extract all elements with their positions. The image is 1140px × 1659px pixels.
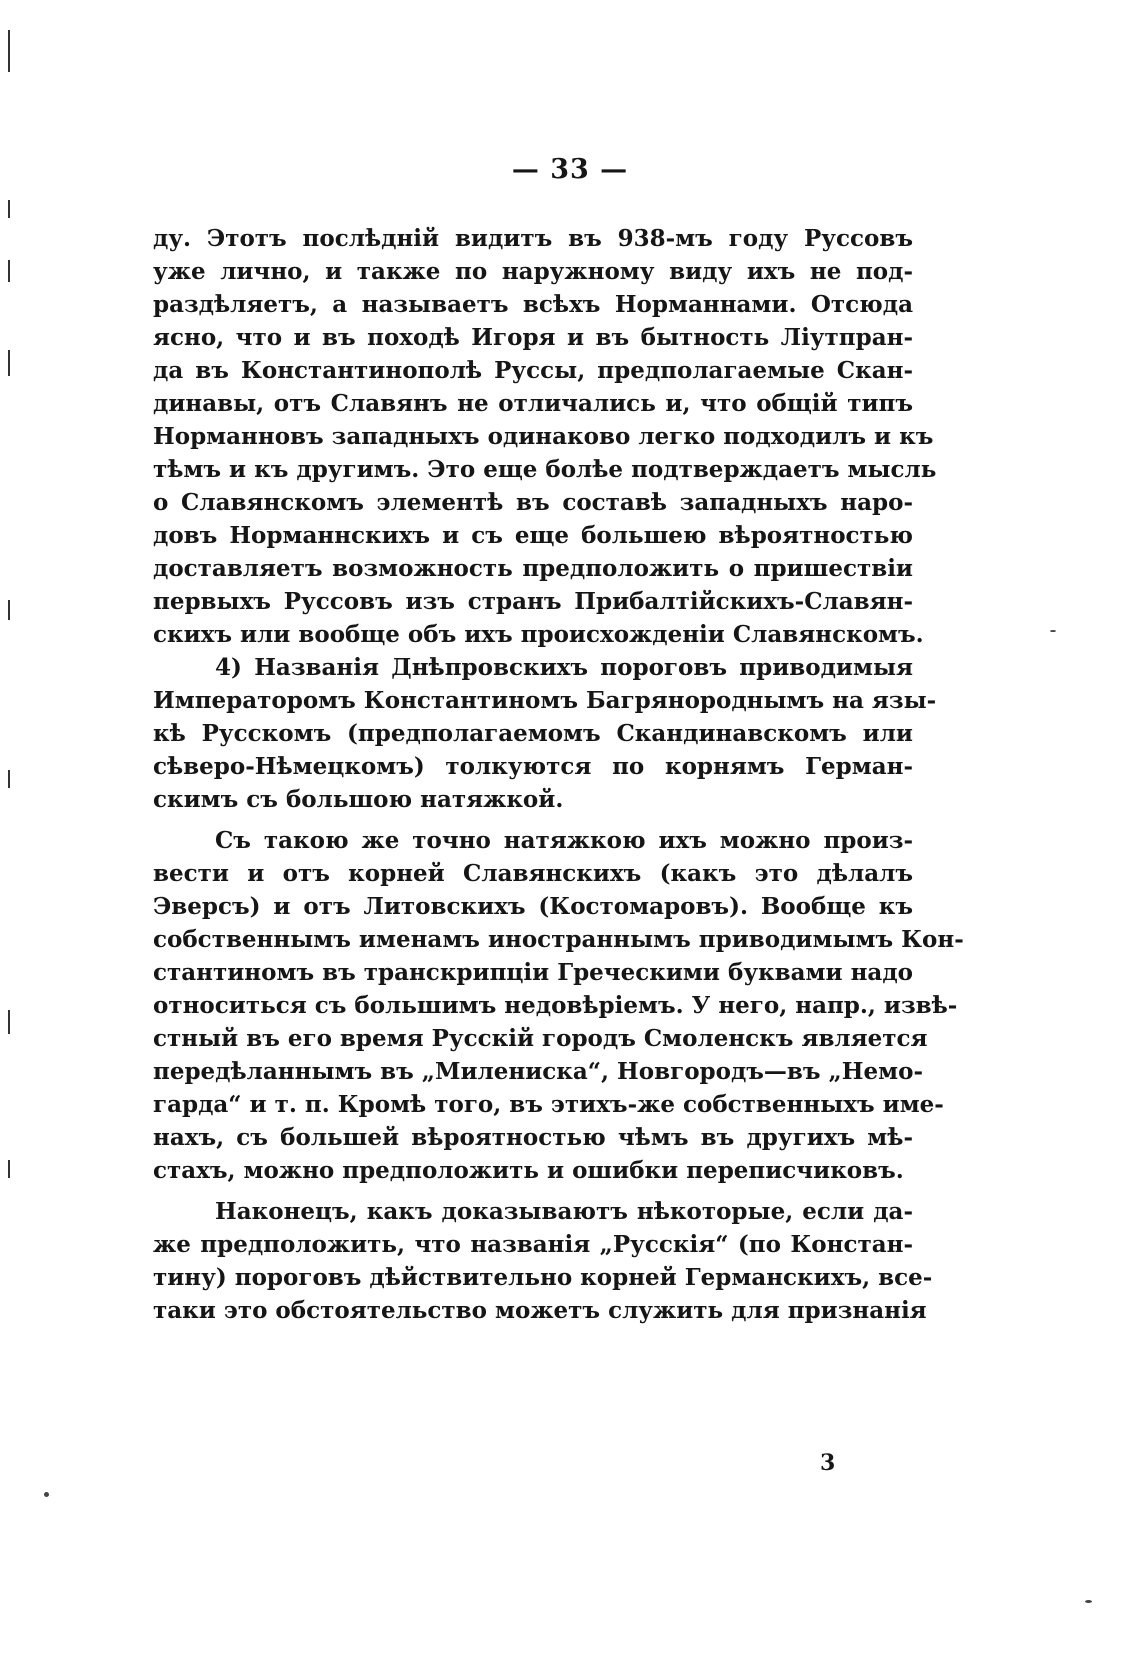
scan-edge-mark	[8, 260, 10, 282]
signature-mark: 3	[820, 1450, 836, 1476]
scan-edge-mark	[8, 600, 10, 620]
scan-edge-mark	[8, 1010, 10, 1034]
text-line: первыхъ Руссовъ изъ странъ Прибалтiйскихъ-Славян-	[153, 588, 913, 615]
text-block	[153, 222, 964, 1327]
text-line: вести и отъ корней Славянскихъ (какъ это дѣлалъ	[153, 860, 913, 887]
text-line: Наконецъ, какъ доказываютъ нѣкоторые, если да-	[215, 1198, 913, 1225]
text-line: передѣланнымъ въ „Милениска“, Новгородъ—въ „Немо-	[153, 1058, 924, 1085]
text-line: стахъ, можно предположить и ошибки переписчиковъ.	[153, 1157, 904, 1184]
text-line: скихъ или вообще объ ихъ происхожденiи Славянскомъ.	[153, 621, 924, 648]
text-line: 4) Названiя Днѣпровскихъ пороговъ приводимыя	[215, 654, 913, 681]
scan-edge-mark	[8, 200, 10, 218]
scan-speck	[1050, 630, 1056, 632]
text-line: уже лично, и также по наружному виду ихъ не под-	[153, 258, 913, 285]
text-line: гарда“ и т. п. Кромѣ того, въ этихъ-же собственныхъ име-	[153, 1091, 944, 1118]
text-line: относиться съ большимъ недовѣрiемъ. У него, напр., извѣ-	[153, 992, 958, 1019]
text-line: стантиномъ въ транскрипцiи Греческими буквами надо	[153, 959, 913, 986]
scan-edge-mark	[8, 350, 10, 376]
text-line: таки это обстоятельство можетъ служить для признанiя	[153, 1297, 927, 1324]
text-line: кѣ Русскомъ (предполагаемомъ Скандинавскомъ или	[153, 720, 913, 747]
text-line: Эверсъ) и отъ Литовскихъ (Костомаровъ). Вообще къ	[153, 893, 913, 920]
text-line: Императоромъ Константиномъ Багрянороднымъ на язы-	[153, 687, 937, 714]
text-line: Съ такою же точно натяжкою ихъ можно произ-	[215, 827, 913, 854]
text-line: доставляетъ возможность предположить о пришествiи	[153, 555, 913, 582]
text-line: тину) пороговъ дѣйствительно корней Германскихъ, все-	[153, 1264, 933, 1291]
text-line: да въ Константинополѣ Руссы, предполагаемые Скан-	[153, 357, 913, 384]
text-line: скимъ съ большою натяжкой.	[153, 786, 564, 813]
text-line: стный въ его время Русскiй городъ Смоленскъ является	[153, 1025, 928, 1052]
text-line: раздѣляетъ, а называетъ всѣхъ Норманнами. Отсюда	[153, 291, 913, 318]
text-line: Норманновъ западныхъ одинаково легко подходилъ и къ	[153, 423, 934, 450]
text-line: тѣмъ и къ другимъ. Это еще болѣе подтверждаетъ мысль	[153, 456, 937, 483]
text-line: собственнымъ именамъ иностраннымъ приводимымъ Кон-	[153, 926, 964, 953]
text-line: ясно, что и въ походѣ Игоря и въ бытность Лiутпран-	[153, 324, 913, 351]
text-line: довъ Норманнскихъ и съ еще большею вѣроятностью	[153, 522, 913, 549]
scan-speck	[1085, 1600, 1092, 1603]
scan-edge-mark	[8, 1160, 10, 1178]
text-line: о Славянскомъ элементѣ въ составѣ западныхъ наро-	[153, 489, 913, 516]
page-header: — 33 —	[511, 154, 629, 185]
text-line: нахъ, съ большей вѣроятностью чѣмъ въ другихъ мѣ-	[153, 1124, 913, 1151]
scan-edge-mark	[8, 770, 10, 788]
text-line: сѣверо-Нѣмецкомъ) толкуются по корнямъ Герман-	[153, 753, 913, 780]
text-line: ду. Этотъ послѣднiй видитъ въ 938-мъ году Руссовъ	[153, 225, 913, 252]
text-line: же предположить, что названiя „Русскiя“ (по Констан-	[153, 1231, 913, 1258]
text-line: динавы, отъ Славянъ не отличались и, что общiй типъ	[153, 390, 913, 417]
scan-speck	[44, 1492, 49, 1497]
scan-edge-mark	[8, 30, 10, 72]
